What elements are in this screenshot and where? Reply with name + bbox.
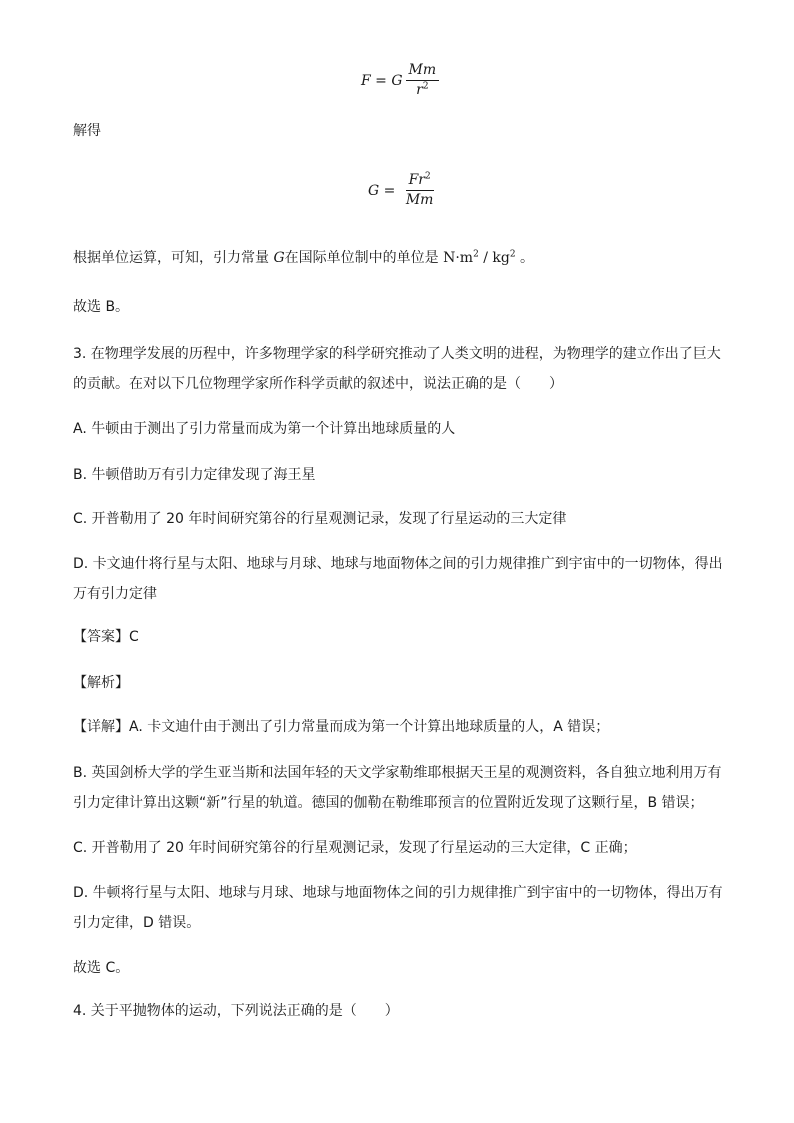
question-3-option-b: B. 牛顿借助万有引力定律发现了海王星 <box>73 467 316 483</box>
unit-exp-1: 2 <box>473 249 479 260</box>
answer-line <box>73 627 139 647</box>
formula2-num-base: Fr <box>408 172 425 188</box>
unit-kg: / kg <box>478 250 510 266</box>
detail-a-text: A. 卡文迪什由于测出了引力常量而成为第一个计算出地球质量的人，A 错误； <box>129 719 610 735</box>
formula-g-solved <box>368 172 436 209</box>
unit-text-middle: 在国际单位制中的单位是 <box>284 250 444 266</box>
analysis-label: 【解析】 <box>73 675 129 691</box>
question-3-option-c: C. 开普勒用了 20 年时间研究第谷的行星观测记录，发现了行星运动的三大定律 <box>73 511 567 527</box>
formula-numerator: Mm <box>406 62 440 81</box>
formula2-fraction <box>403 172 437 209</box>
formula-symbol-g: G <box>391 72 403 89</box>
question-4-stem: 4. 关于平抛物体的运动，下列说法正确的是（ ） <box>73 1003 399 1019</box>
unit-text-after: 。 <box>515 250 535 266</box>
unit-expression <box>443 250 516 266</box>
unit-symbol-g: G <box>273 250 285 266</box>
formula-fraction <box>406 62 440 99</box>
formula2-equals: = <box>379 182 400 199</box>
unit-dot: · <box>455 250 460 266</box>
formula2-numerator <box>406 172 434 191</box>
detail-line-b-1: B. 英国剑桥大学的学生亚当斯和法国年轻的天文学家勒维耶根据天王星的观测资料，各自独立地利用万有 <box>73 765 722 781</box>
formula-den-exponent: 2 <box>422 81 429 92</box>
formula2-num-exponent: 2 <box>424 171 431 182</box>
text-choose-c: 故选 C。 <box>73 960 130 976</box>
unit-n: N <box>443 250 456 266</box>
question-3-line-1: 3. 在物理学发展的历程中，许多物理学家的科学研究推动了人类文明的进程，为物理学的建立作出了巨大 <box>73 346 721 362</box>
unit-text-before: 根据单位运算，可知，引力常量 <box>73 250 274 266</box>
question-3-option-d-line-1: D. 卡文迪什将行星与太阳、地球与月球、地球与地面物体之间的引力规律推广到宇宙中的一切物体，得出 <box>73 556 723 572</box>
formula-gravitation <box>361 62 439 99</box>
question-3-line-2: 的贡献。在对以下几位物理学家所作科学贡献的叙述中，说法正确的是（ ） <box>73 376 563 392</box>
formula-equals: = <box>370 72 392 89</box>
formula2-denominator: Mm <box>405 192 434 208</box>
unit-m: m <box>459 250 474 266</box>
unit-exp-2: 2 <box>509 249 516 260</box>
detail-line-d-2: 引力定律，D 错误。 <box>73 915 201 931</box>
text-choose-b: 故选 B。 <box>73 299 130 315</box>
detail-line-a <box>73 717 609 737</box>
detail-line-b-2: 引力定律计算出这颗“新”行星的轨道。德国的伽勒在勒维耶预言的位置附近发现了这颗行星，B 错误； <box>73 795 704 811</box>
text-jiede: 解得 <box>73 123 101 139</box>
detail-label: 【详解】 <box>73 719 129 735</box>
detail-line-d-1: D. 牛顿将行星与太阳、地球与月球、地球与地面物体之间的引力规律推广到宇宙中的一切物体，得出万有 <box>73 885 723 901</box>
formula2-symbol-g: G <box>368 182 380 199</box>
formula-denominator <box>413 81 431 99</box>
formula-symbol-f: F <box>361 72 371 89</box>
detail-line-c: C. 开普勒用了 20 年时间研究第谷的行星观测记录，发现了行星运动的三大定律，C 正确； <box>73 840 637 856</box>
answer-value: C <box>129 629 139 645</box>
question-3-option-a: A. 牛顿由于测出了引力常量而成为第一个计算出地球质量的人 <box>73 421 456 437</box>
answer-label: 【答案】 <box>73 629 129 645</box>
question-3-option-d-line-2: 万有引力定律 <box>73 586 157 602</box>
text-unit-derivation <box>73 248 534 268</box>
formula-den-base: r <box>416 82 423 98</box>
